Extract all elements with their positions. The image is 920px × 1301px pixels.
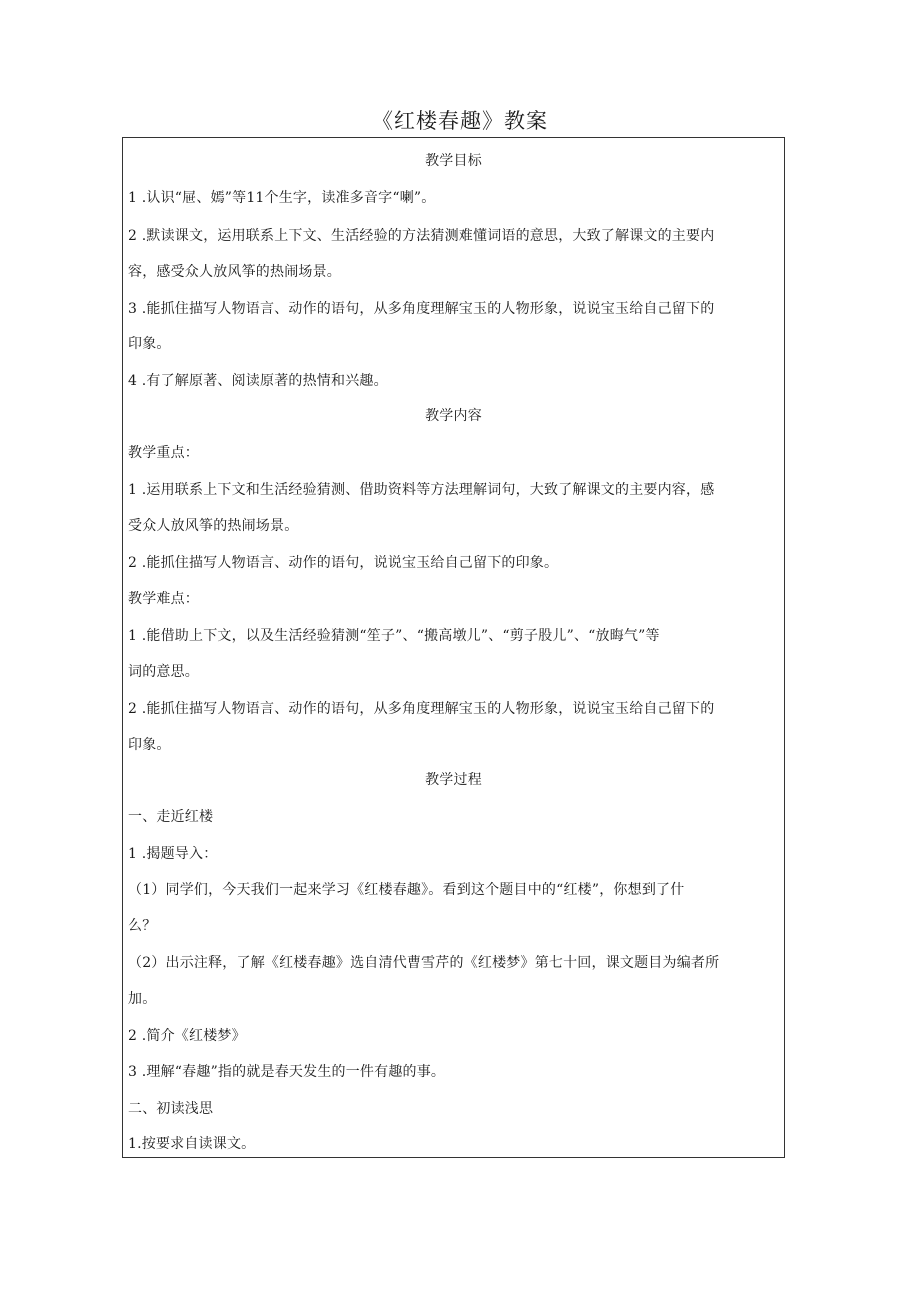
section-heading-goals: 教学目标 xyxy=(425,153,482,169)
process-line: （2）出示注释，了解《红楼春趣》选自清代曹雪芹的《红楼梦》第七十回，课文题目为编者所 xyxy=(128,955,720,971)
process-line: 2 .简介《红楼梦》 xyxy=(128,1028,246,1044)
goal-line: 印象。 xyxy=(128,336,171,352)
key-point-line: 2 .能抓住描写人物语言、动作的语句，说说宝玉给自己留下的印象。 xyxy=(128,555,559,571)
section-heading-process: 教学过程 xyxy=(425,772,482,788)
process-line: 1 .揭题导入： xyxy=(128,846,218,862)
lesson-plan-table xyxy=(122,137,785,1158)
difficult-point-line: 2 .能抓住描写人物语言、动作的语句，从多角度理解宝玉的人物形象，说说宝玉给自己留下的 xyxy=(128,701,715,717)
difficult-point-line: 1 .能借助上下文，以及生活经验猜测“笙子”、“搬高墩儿”、“剪子股儿”、“放晦气”等 xyxy=(128,628,660,644)
process-line: （1）同学们，今天我们一起来学习《红楼春趣》。看到这个题目中的“红楼”，你想到了什 xyxy=(128,882,685,898)
key-point-line: 受众人放风筝的热闹场景。 xyxy=(128,518,299,534)
process-line: 一、走近红楼 xyxy=(128,809,214,825)
process-line: 3 .理解“春趣”指的就是春天发生的一件有趣的事。 xyxy=(128,1064,446,1080)
key-points-label: 教学重点： xyxy=(128,445,199,461)
difficult-points-label: 教学难点： xyxy=(128,591,199,607)
process-line: 加。 xyxy=(128,991,157,1007)
process-line: 1.按要求自读课文。 xyxy=(128,1136,256,1152)
process-line: 二、初读浅思 xyxy=(128,1101,214,1117)
difficult-point-line: 印象。 xyxy=(128,737,171,753)
difficult-point-line: 词的意思。 xyxy=(128,664,199,680)
goal-line: 3 .能抓住描写人物语言、动作的语句，从多角度理解宝玉的人物形象，说说宝玉给自己留下的 xyxy=(128,301,715,317)
document-title: 《红楼春趣》教案 xyxy=(372,109,548,133)
process-line: 么？ xyxy=(128,918,157,934)
goal-line: 1 .认识“屉、嫣”等11个生字，读准多音字“喇”。 xyxy=(128,190,436,206)
goal-line: 4 .有了解原著、阅读原著的热情和兴趣。 xyxy=(128,373,388,389)
key-point-line: 1 .运用联系上下文和生活经验猜测、借助资料等方法理解词句，大致了解课文的主要内容，感 xyxy=(128,482,715,498)
goal-line: 容，感受众人放风筝的热闹场景。 xyxy=(128,264,341,280)
section-heading-content: 教学内容 xyxy=(425,408,482,424)
goal-line: 2 .默读课文，运用联系上下文、生活经验的方法猜测难懂词语的意思，大致了解课文的主要内 xyxy=(128,228,715,244)
